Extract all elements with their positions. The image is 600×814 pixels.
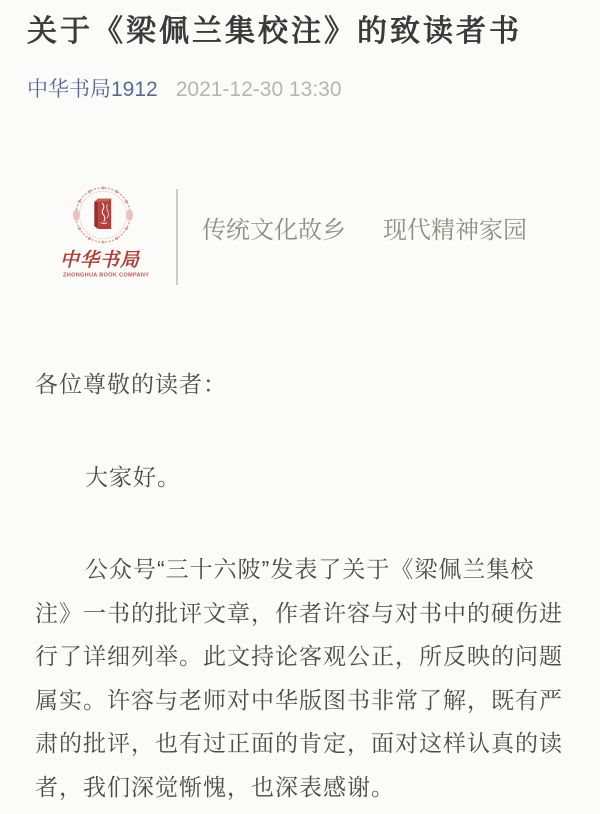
slogan-right: 现代精神家园	[383, 217, 527, 244]
paragraph-line: 属实。许容与老师对中华版图书非常了解，既有严	[35, 686, 563, 713]
account-name-link[interactable]: 中华书局1912	[27, 78, 158, 101]
article-page	[0, 10, 600, 814]
slogan-left: 传统文化故乡	[202, 217, 346, 244]
banner-slogan	[202, 213, 527, 249]
article-title: 关于《梁佩兰集校注》的致读者书	[27, 15, 522, 48]
paragraph-line: 肃的批评，也有过正面的肯定，面对这样认真的读	[35, 730, 563, 756]
article-body	[35, 369, 570, 809]
publish-date: 2021-12-30 13:30	[175, 78, 342, 101]
publisher-logo-name-en: ZHONGHUA BOOK COMPANY	[63, 272, 150, 279]
main-paragraph	[35, 548, 570, 809]
publisher-banner-image[interactable]	[0, 181, 600, 341]
opening-text: 大家好。	[85, 464, 181, 490]
paragraph-line: 公众号“三十六陂”发表了关于《梁佩兰集校	[85, 556, 535, 582]
paragraph-line: 注》一书的批评文章，作者许容与对书中的硬伤进	[35, 599, 563, 626]
zhonghua-book-company-seal-icon	[72, 184, 134, 246]
greeting-text: 各位尊敬的读者：	[35, 371, 227, 397]
byline	[27, 77, 573, 103]
paragraph-line: 者，我们深觉惭愧，也深表感谢。	[35, 773, 395, 800]
banner-vertical-divider	[176, 189, 178, 285]
publisher-logo-name-zh: 中华书局	[59, 249, 140, 271]
paragraph-line: 行了详细列举。此文持论客观公正，所反映的问题	[35, 643, 563, 669]
